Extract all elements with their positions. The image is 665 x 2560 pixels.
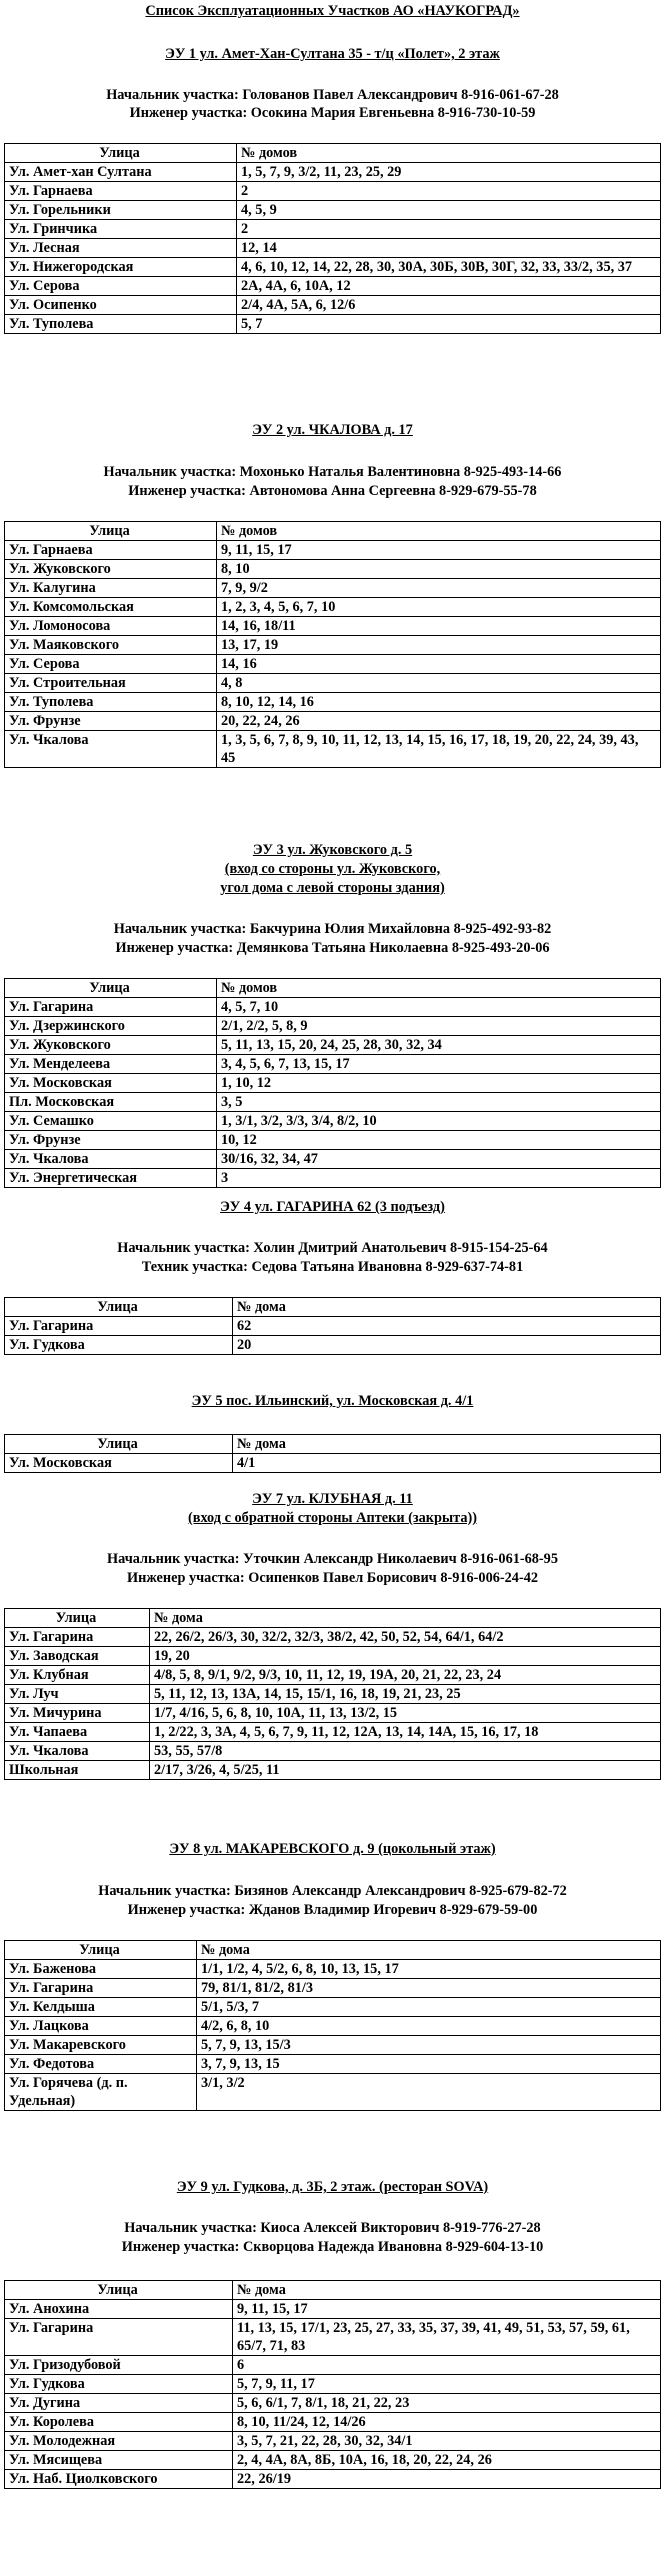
street-cell: Ул. Серова — [5, 277, 237, 296]
street-cell: Ул. Макаревского — [5, 2036, 197, 2055]
table-row — [5, 220, 661, 239]
street-cell: Ул. Федотова — [5, 2055, 197, 2074]
street-cell: Ул. Маяковского — [5, 636, 217, 655]
section-2-table — [4, 521, 661, 768]
table-row — [5, 541, 661, 560]
table-row — [5, 2394, 661, 2413]
table-row — [5, 2432, 661, 2451]
section-3-heading-line3: угол дома с левой стороны здания) — [220, 880, 445, 896]
table-row — [5, 674, 661, 693]
table-row — [5, 598, 661, 617]
street-cell: Ул. Чапаева — [5, 1723, 150, 1742]
houses-cell: 11, 13, 15, 17/1, 23, 25, 27, 33, 35, 37, 39, 41, 49, 51, 53, 57, 59, 61, 65/7, 71, 83 — [233, 2319, 661, 2356]
houses-cell: 1, 2, 3, 4, 5, 6, 7, 10 — [217, 598, 661, 617]
houses-cell: 2, 4, 4А, 8А, 8Б, 10А, 16, 18, 20, 22, 24, 26 — [233, 2451, 661, 2470]
houses-cell: 4/1 — [233, 1454, 661, 1473]
houses-cell: 2 — [237, 182, 661, 201]
houses-cell: 3, 5 — [217, 1093, 661, 1112]
section-3-chief: Начальник участка: Бакчурина Юлия Михайловна 8-925-492-93-82 — [113, 921, 552, 937]
section-1-chief: Начальник участка: Голованов Павел Александрович 8-916-061-67-28 — [106, 87, 559, 103]
houses-cell: 3 — [217, 1169, 661, 1188]
street-cell: Ул. Строительная — [5, 674, 217, 693]
section-3-heading: ЭУ 3 ул. Жуковского д. 5 — [252, 842, 413, 858]
houses-cell: 2 — [237, 220, 661, 239]
section-2-chief: Начальник участка: Мохонько Наталья Валентиновна 8-925-493-14-66 — [103, 464, 562, 480]
section-8-table — [4, 1940, 661, 2111]
houses-cell: 14, 16 — [217, 655, 661, 674]
header-houses: № домов — [237, 144, 661, 163]
street-cell: Ул. Гагарина — [5, 1979, 197, 1998]
street-cell: Пл. Московская — [5, 1093, 217, 1112]
table-row — [5, 1093, 661, 1112]
houses-cell: 30/16, 32, 34, 47 — [217, 1150, 661, 1169]
houses-cell: 5, 7 — [237, 315, 661, 334]
houses-cell: 1, 10, 12 — [217, 1074, 661, 1093]
section-8-chief: Начальник участка: Бизянов Александр Александрович 8-925-679-82-72 — [98, 1883, 567, 1899]
street-cell: Ул. Калугина — [5, 579, 217, 598]
table-row — [5, 277, 661, 296]
table-row — [5, 1998, 661, 2017]
houses-cell: 2/1, 2/2, 5, 8, 9 — [217, 1017, 661, 1036]
section-7-heading: ЭУ 7 ул. КЛУБНАЯ д. 11 — [252, 1491, 413, 1507]
street-cell: Ул. Гудкова — [5, 2375, 233, 2394]
street-cell: Ул. Гудкова — [5, 1336, 233, 1355]
houses-cell: 20, 22, 24, 26 — [217, 712, 661, 731]
table-row — [5, 1704, 661, 1723]
table-row — [5, 636, 661, 655]
street-cell: Ул. Заводская — [5, 1647, 150, 1666]
street-cell: Ул. Горельники — [5, 201, 237, 220]
houses-cell: 7, 9, 9/2 — [217, 579, 661, 598]
houses-cell: 3, 4, 5, 6, 7, 13, 15, 17 — [217, 1055, 661, 1074]
table-header — [5, 1609, 661, 1628]
houses-cell: 10, 12 — [217, 1131, 661, 1150]
table-row — [5, 1150, 661, 1169]
street-cell: Ул. Мясищева — [5, 2451, 233, 2470]
houses-cell: 79, 81/1, 81/2, 81/3 — [197, 1979, 661, 1998]
houses-cell: 9, 11, 15, 17 — [233, 2300, 661, 2319]
houses-cell: 1, 5, 7, 9, 3/2, 11, 23, 25, 29 — [237, 163, 661, 182]
table-row — [5, 1685, 661, 1704]
table-row — [5, 1131, 661, 1150]
table-row — [5, 998, 661, 1017]
section-1-table — [4, 143, 661, 334]
table-row — [5, 182, 661, 201]
header-street: Улица — [5, 1298, 233, 1317]
street-cell: Ул. Гагарина — [5, 1317, 233, 1336]
table-row — [5, 1960, 661, 1979]
houses-cell: 4, 5, 7, 10 — [217, 998, 661, 1017]
houses-cell: 6 — [233, 2356, 661, 2375]
table-header — [5, 979, 661, 998]
table-row — [5, 1169, 661, 1188]
section-9-chief: Начальник участка: Киоса Алексей Викторович 8-919-776-27-28 — [124, 2220, 541, 2236]
table-row — [5, 1017, 661, 1036]
header-street: Улица — [5, 144, 237, 163]
street-cell: Ул. Энергетическая — [5, 1169, 217, 1188]
section-9-table — [4, 2280, 661, 2489]
houses-cell: 5, 6, 6/1, 7, 8/1, 18, 21, 22, 23 — [233, 2394, 661, 2413]
table-header — [5, 522, 661, 541]
table-row — [5, 2470, 661, 2489]
table-row — [5, 2413, 661, 2432]
houses-cell: 1, 3, 5, 6, 7, 8, 9, 10, 11, 12, 13, 14, 15, 16, 17, 18, 19, 20, 22, 24, 39, 43, 45 — [217, 731, 661, 768]
section-4-table — [4, 1297, 661, 1355]
houses-cell: 4/8, 5, 8, 9/1, 9/2, 9/3, 10, 11, 12, 19, 19А, 20, 21, 22, 23, 24 — [150, 1666, 661, 1685]
street-cell: Ул. Наб. Циолковского — [5, 2470, 233, 2489]
street-cell: Ул. Чкалова — [5, 1150, 217, 1169]
table-row — [5, 2074, 661, 2111]
table-header — [5, 1298, 661, 1317]
houses-cell: 1, 3/1, 3/2, 3/3, 3/4, 8/2, 10 — [217, 1112, 661, 1131]
street-cell: Ул. Баженова — [5, 1960, 197, 1979]
section-8-heading: ЭУ 8 ул. МАКАРЕВСКОГО д. 9 (цокольный этаж) — [169, 1841, 496, 1857]
houses-cell: 5, 11, 12, 13, 13А, 14, 15, 15/1, 16, 18, 19, 21, 23, 25 — [150, 1685, 661, 1704]
street-cell: Ул. Гагарина — [5, 2319, 233, 2356]
houses-cell: 5, 11, 13, 15, 20, 24, 25, 28, 30, 32, 34 — [217, 1036, 661, 1055]
table-row — [5, 1112, 661, 1131]
section-4-chief: Начальник участка: Холин Дмитрий Анатольевич 8-915-154-25-64 — [117, 1240, 548, 1256]
street-cell: Ул. Ломоносова — [5, 617, 217, 636]
section-5-heading: ЭУ 5 пос. Ильинский, ул. Московская д. 4/1 — [191, 1393, 474, 1409]
street-cell: Ул. Лесная — [5, 239, 237, 258]
houses-cell: 9, 11, 15, 17 — [217, 541, 661, 560]
table-row — [5, 1761, 661, 1780]
houses-cell: 12, 14 — [237, 239, 661, 258]
table-row — [5, 1628, 661, 1647]
table-row — [5, 2036, 661, 2055]
houses-cell: 22, 26/2, 26/3, 30, 32/2, 32/3, 38/2, 42, 50, 52, 54, 64/1, 64/2 — [150, 1628, 661, 1647]
street-cell: Ул. Жуковского — [5, 1036, 217, 1055]
street-cell: Ул. Гарнаева — [5, 541, 217, 560]
houses-cell: 3, 5, 7, 21, 22, 28, 30, 32, 34/1 — [233, 2432, 661, 2451]
street-cell: Ул. Жуковского — [5, 560, 217, 579]
houses-cell: 53, 55, 57/8 — [150, 1742, 661, 1761]
header-houses: № дома — [233, 2281, 661, 2300]
table-row — [5, 1742, 661, 1761]
street-cell: Ул. Гагарина — [5, 998, 217, 1017]
header-street: Улица — [5, 2281, 233, 2300]
section-4-heading: ЭУ 4 ул. ГАГАРИНА 62 (3 подъезд) — [220, 1199, 445, 1215]
header-houses: № домов — [217, 979, 661, 998]
table-row — [5, 1723, 661, 1742]
street-cell: Ул. Горячева (д. п. Удельная) — [5, 2074, 197, 2111]
houses-cell: 4, 6, 10, 12, 14, 22, 28, 30, 30А, 30Б, 30В, 30Г, 32, 33, 33/2, 35, 37 — [237, 258, 661, 277]
table-row — [5, 1036, 661, 1055]
table-row — [5, 2055, 661, 2074]
street-cell: Ул. Московская — [5, 1074, 217, 1093]
table-row — [5, 163, 661, 182]
section-7-engineer: Инженер участка: Осипенков Павел Борисович 8-916-006-24-42 — [126, 1570, 538, 1586]
street-cell: Ул. Комсомольская — [5, 598, 217, 617]
street-cell: Ул. Фрунзе — [5, 1131, 217, 1150]
houses-cell: 1, 2/22, 3, 3А, 4, 5, 6, 7, 9, 11, 12, 12А, 13, 14, 14А, 15, 16, 17, 18 — [150, 1723, 661, 1742]
section-2-engineer: Инженер участка: Автономова Анна Сергеевна 8-929-679-55-78 — [128, 483, 537, 499]
table-row — [5, 239, 661, 258]
table-row — [5, 258, 661, 277]
street-cell: Ул. Дугина — [5, 2394, 233, 2413]
houses-cell: 20 — [233, 1336, 661, 1355]
street-cell: Ул. Менделеева — [5, 1055, 217, 1074]
houses-cell: 14, 16, 18/11 — [217, 617, 661, 636]
houses-cell: 5, 7, 9, 13, 15/3 — [197, 2036, 661, 2055]
houses-cell: 5, 7, 9, 11, 17 — [233, 2375, 661, 2394]
header-houses: № дома — [233, 1435, 661, 1454]
street-cell: Ул. Московская — [5, 1454, 233, 1473]
street-cell: Ул. Чкалова — [5, 731, 217, 768]
table-row — [5, 296, 661, 315]
table-row — [5, 731, 661, 768]
document-title: Список Эксплуатационных Участков АО «НАУКОГРАД» — [145, 3, 520, 19]
houses-cell: 2А, 4А, 6, 10А, 12 — [237, 277, 661, 296]
table-row — [5, 315, 661, 334]
header-street: Улица — [5, 979, 217, 998]
header-houses: № дома — [197, 1941, 661, 1960]
street-cell: Ул. Молодежная — [5, 2432, 233, 2451]
header-street: Улица — [5, 1435, 233, 1454]
table-row — [5, 2375, 661, 2394]
header-houses: № домов — [217, 522, 661, 541]
section-2-heading: ЭУ 2 ул. ЧКАЛОВА д. 17 — [252, 422, 413, 438]
street-cell: Ул. Мичурина — [5, 1704, 150, 1723]
street-cell: Ул. Осипенко — [5, 296, 237, 315]
table-row — [5, 693, 661, 712]
houses-cell: 62 — [233, 1317, 661, 1336]
section-1-engineer: Инженер участка: Осокина Мария Евгеньевна 8-916-730-10-59 — [129, 105, 536, 121]
header-street: Улица — [5, 1609, 150, 1628]
street-cell: Ул. Дзержинского — [5, 1017, 217, 1036]
table-row — [5, 655, 661, 674]
section-7-chief: Начальник участка: Уточкин Александр Николаевич 8-916-061-68-95 — [107, 1551, 558, 1567]
houses-cell: 8, 10 — [217, 560, 661, 579]
section-4-technician: Техник участка: Седова Татьяна Ивановна 8-929-637-74-81 — [141, 1259, 524, 1275]
section-9-heading: ЭУ 9 ул. Гудкова, д. 3Б, 2 этаж. (ресторан SOVA) — [176, 2179, 489, 2195]
table-row — [5, 579, 661, 598]
section-7-heading-line2: (вход с обратной стороны Аптеки (закрыта)) — [187, 1510, 478, 1526]
street-cell: Ул. Серова — [5, 655, 217, 674]
table-row — [5, 1336, 661, 1355]
houses-cell: 8, 10, 12, 14, 16 — [217, 693, 661, 712]
table-row — [5, 560, 661, 579]
street-cell: Ул. Гарнаева — [5, 182, 237, 201]
section-3-engineer: Инженер участка: Демянкова Татьяна Николаевна 8-925-493-20-06 — [115, 940, 550, 956]
table-row — [5, 1666, 661, 1685]
section-1-heading: ЭУ 1 ул. Амет-Хан-Султана 35 - т/ц «Полет», 2 этаж — [165, 46, 500, 62]
houses-cell: 3, 7, 9, 13, 15 — [197, 2055, 661, 2074]
houses-cell: 3/1, 3/2 — [197, 2074, 661, 2111]
street-cell: Ул. Лацкова — [5, 2017, 197, 2036]
street-cell: Ул. Туполева — [5, 693, 217, 712]
table-row — [5, 2451, 661, 2470]
houses-cell: 22, 26/19 — [233, 2470, 661, 2489]
houses-cell: 1/1, 1/2, 4, 5/2, 6, 8, 10, 13, 15, 17 — [197, 1960, 661, 1979]
street-cell: Школьная — [5, 1761, 150, 1780]
street-cell: Ул. Луч — [5, 1685, 150, 1704]
table-row — [5, 617, 661, 636]
table-row — [5, 2356, 661, 2375]
table-row — [5, 201, 661, 220]
street-cell: Ул. Келдыша — [5, 1998, 197, 2017]
houses-cell: 1/7, 4/16, 5, 6, 8, 10, 10А, 11, 13, 13/2, 15 — [150, 1704, 661, 1723]
houses-cell: 4, 5, 9 — [237, 201, 661, 220]
houses-cell: 5/1, 5/3, 7 — [197, 1998, 661, 2017]
header-street: Улица — [5, 1941, 197, 1960]
table-header — [5, 144, 661, 163]
table-row — [5, 2300, 661, 2319]
table-row — [5, 1979, 661, 1998]
street-cell: Ул. Гризодубовой — [5, 2356, 233, 2375]
section-5-table — [4, 1434, 661, 1473]
houses-cell: 13, 17, 19 — [217, 636, 661, 655]
street-cell: Ул. Анохина — [5, 2300, 233, 2319]
section-3-table — [4, 978, 661, 1188]
header-houses: № дома — [233, 1298, 661, 1317]
table-header — [5, 1941, 661, 1960]
street-cell: Ул. Амет-хан Султана — [5, 163, 237, 182]
street-cell: Ул. Чкалова — [5, 1742, 150, 1761]
street-cell: Ул. Гагарина — [5, 1628, 150, 1647]
table-row — [5, 1074, 661, 1093]
section-8-engineer: Инженер участка: Жданов Владимир Игоревич 8-929-679-59-00 — [127, 1902, 538, 1918]
section-3-heading-line2: (вход со стороны ул. Жуковского, — [224, 861, 441, 877]
houses-cell: 8, 10, 11/24, 12, 14/26 — [233, 2413, 661, 2432]
houses-cell: 4/2, 6, 8, 10 — [197, 2017, 661, 2036]
table-row — [5, 1317, 661, 1336]
table-row — [5, 1454, 661, 1473]
header-houses: № дома — [150, 1609, 661, 1628]
street-cell: Ул. Клубная — [5, 1666, 150, 1685]
table-header — [5, 1435, 661, 1454]
houses-cell: 19, 20 — [150, 1647, 661, 1666]
table-header — [5, 2281, 661, 2300]
street-cell: Ул. Нижегородская — [5, 258, 237, 277]
table-row — [5, 2319, 661, 2356]
table-row — [5, 2017, 661, 2036]
houses-cell: 2/4, 4А, 5А, 6, 12/6 — [237, 296, 661, 315]
houses-cell: 4, 8 — [217, 674, 661, 693]
table-row — [5, 1647, 661, 1666]
section-9-engineer: Инженер участка: Скворцова Надежда Ивановна 8-929-604-13-10 — [121, 2239, 544, 2255]
header-street: Улица — [5, 522, 217, 541]
street-cell: Ул. Королева — [5, 2413, 233, 2432]
street-cell: Ул. Семашко — [5, 1112, 217, 1131]
table-row — [5, 1055, 661, 1074]
section-7-table — [4, 1608, 661, 1780]
table-row — [5, 712, 661, 731]
street-cell: Ул. Гринчика — [5, 220, 237, 239]
street-cell: Ул. Фрунзе — [5, 712, 217, 731]
street-cell: Ул. Туполева — [5, 315, 237, 334]
houses-cell: 2/17, 3/26, 4, 5/25, 11 — [150, 1761, 661, 1780]
